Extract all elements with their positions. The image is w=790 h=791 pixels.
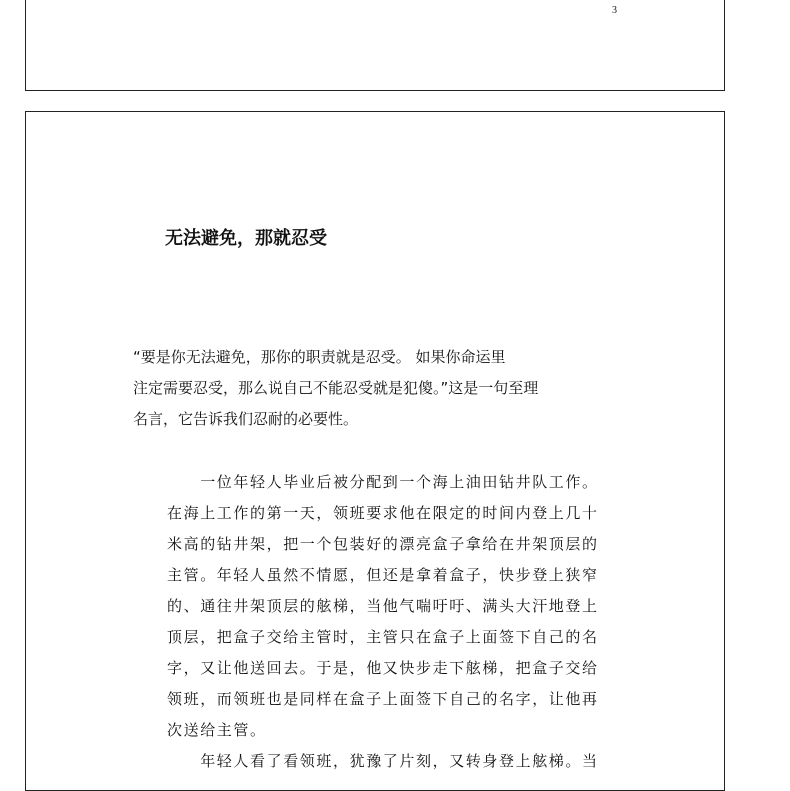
story-line: 领班，而领班也是同样在盒子上面签下自己的名字，让他再	[167, 690, 599, 708]
story-line: 米高的钻井架，把一个包装好的漂亮盒子拿给在井架顶层的	[167, 535, 599, 553]
story-line: 主管。年轻人虽然不情愿，但还是拿着盒子，快步登上狭窄	[167, 566, 599, 584]
story-line: 年轻人看了看领班，犹豫了片刻，又转身登上舷梯。当	[167, 752, 599, 770]
story-line: 顶层，把盒子交给主管时，主管只在盒子上面签下自己的名	[167, 628, 599, 646]
story-line: 在海上工作的第一天，领班要求他在限定的时间内登上几十	[167, 504, 599, 522]
story-paragraphs	[167, 467, 607, 777]
quote-line: 名言，它告诉我们忍耐的必要性。	[133, 410, 359, 428]
current-page	[25, 111, 725, 791]
story-line: 的、通往井架顶层的舷梯，当他气喘吁吁、满头大汗地登上	[167, 597, 599, 615]
quote-line: 注定需要忍受，那么说自己不能忍受就是犯傻。”这是一句至理	[133, 379, 539, 397]
page-number: 3	[612, 5, 617, 16]
quote-paragraph	[133, 342, 603, 435]
story-line: 字，又让他送回去。于是，他又快步走下舷梯，把盒子交给	[167, 659, 599, 677]
quote-line: “要是你无法避免，那你的职责就是忍受。 如果你命运里	[133, 348, 506, 366]
previous-page	[25, 0, 725, 91]
story-line: 次送给主管。	[167, 721, 267, 739]
chapter-title: 无法避免，那就忍受	[165, 228, 327, 249]
story-line: 一位年轻人毕业后被分配到一个海上油田钻井队工作。	[167, 473, 599, 491]
